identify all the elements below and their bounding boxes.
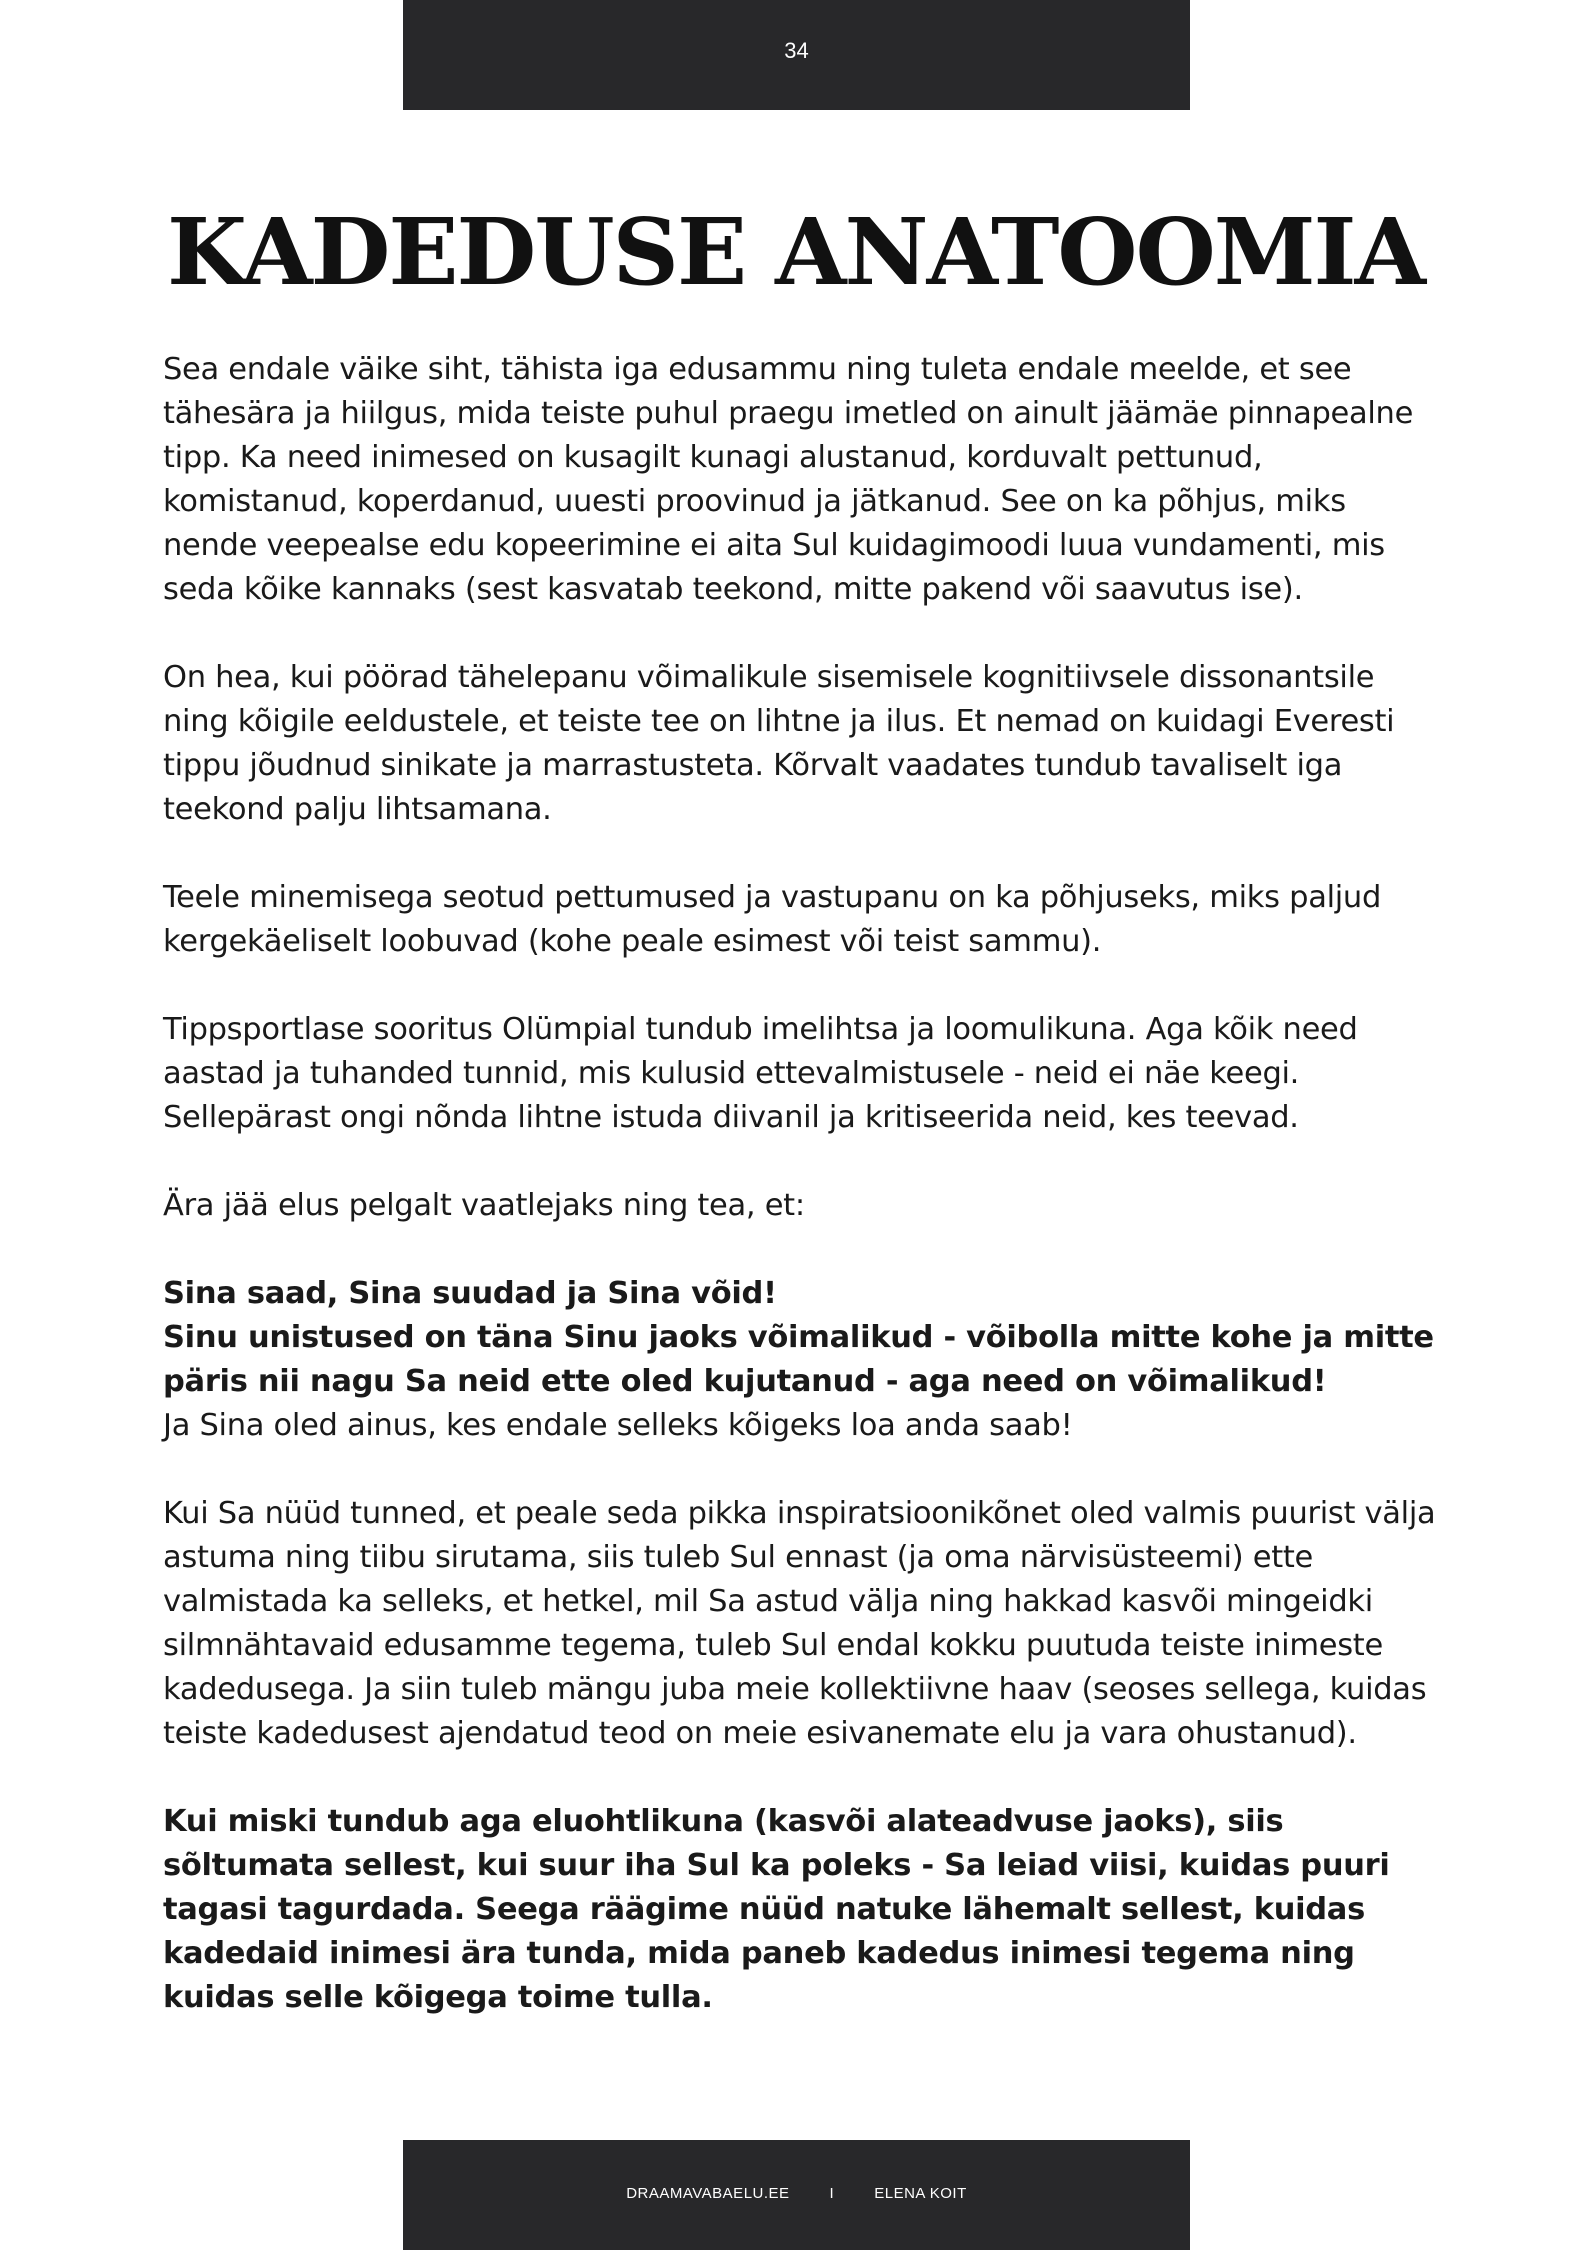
affirmation-block <box>163 1272 1443 1404</box>
affirmation-2: Sinu unistused on täna Sinu jaoks võimalikud - võibolla mitte kohe ja mitte päris nii nagu Sa neid ette oled kujutanud - aga need on võimalikud! <box>163 1320 1434 1399</box>
paragraph-6: Ja Sina oled ainus, kes endale selleks kõigeks loa anda saab! <box>163 1408 1073 1443</box>
footer-row <box>403 2184 1190 2202</box>
footer-author: ELENA KOIT <box>874 2184 967 2202</box>
paragraph-5: Ära jää elus pelgalt vaatlejaks ning tea, et: <box>163 1188 805 1223</box>
paragraph-3: Teele minemisega seotud pettumused ja vastupanu on ka põhjuseks, miks paljud kergekäeliselt loobuvad (kohe peale esimest või teist sammu). <box>163 880 1382 959</box>
closing-bold-text: Kui miski tundub aga eluohtlikuna (kasvõi alateadvuse jaoks), siis sõltumata sellest, kui suur iha Sul ka poleks - Sa leiad viisi, kuidas puuri tagasi tagurdada. Seega räägime nüüd natuke lähemalt sellest, kuidas kadedaid inimesi ära tunda, mida paneb kadedus inimesi tegema ning kuidas selle kõigega toime tulla. <box>163 1804 1390 2015</box>
header-bar <box>403 0 1190 110</box>
paragraph-4: Tippsportlase sooritus Olümpial tundub imelihtsa ja loomulikuna. Aga kõik need aastad ja tuhanded tunnid, mis kulusid ettevalmistusele - neid ei näe keegi. Sellepärast ongi nõnda lihtne istuda diivanil ja kritiseerida neid, kes teevad. <box>163 1012 1358 1135</box>
page-title: KADEDUSE ANATOOMIA <box>167 198 1424 306</box>
paragraph-2: On hea, kui pöörad tähelepanu võimalikule sisemisele kognitiivsele dissonantsile ning kõigile eeldustele, et teiste tee on lihtne ja ilus. Et nemad on kuidagi Everesti tippu jõudnud sinikate ja marrastusteta. Kõrvalt vaadates tundub tavaliselt iga teekond palju lihtsamana. <box>163 660 1395 827</box>
footer-separator: I <box>829 2184 835 2202</box>
footer-bar <box>403 2140 1190 2250</box>
footer-site: DRAAMAVABAELU.EE <box>626 2184 790 2202</box>
body-text <box>163 348 1443 2064</box>
affirmation-1: Sina saad, Sina suudad ja Sina võid! <box>163 1276 777 1311</box>
paragraph-1: Sea endale väike siht, tähista iga edusammu ning tuleta endale meelde, et see tähesära ja hiilgus, mida teiste puhul praegu imetled on ainult jäämäe pinnapealne tipp. Ka need inimesed on kusagilt kunagi alustanud, korduvalt pettunud, komistanud, koperdanud, uuesti proovinud ja jätkanud. See on ka põhjus, miks nende veepealse edu kopeerimine ei aita Sul kuidagimoodi luua vundamenti, mis seda kõike kannaks (sest kasvatab teekond, mitte pakend või saavutus ise). <box>163 352 1414 607</box>
paragraph-7: Kui Sa nüüd tunned, et peale seda pikka inspiratsioonikõnet oled valmis puurist välja astuma ning tiibu sirutama, siis tuleb Sul ennast (ja oma närvisüsteemi) ette valmistada ka selleks, et hetkel, mil Sa astud välja ning hakkad kasvõi mingeidki silmnähtavaid edusamme tegema, tuleb Sul endal kokku puutuda teiste inimeste kadedusega. Ja siin tuleb mängu juba meie kollektiivne haav (seoses sellega, kuidas teiste kadedusest ajendatud teod on meie esivanemate elu ja vara ohustanud). <box>163 1496 1436 1751</box>
page-number: 34 <box>784 38 809 63</box>
closing-paragraph <box>163 1800 1443 2020</box>
